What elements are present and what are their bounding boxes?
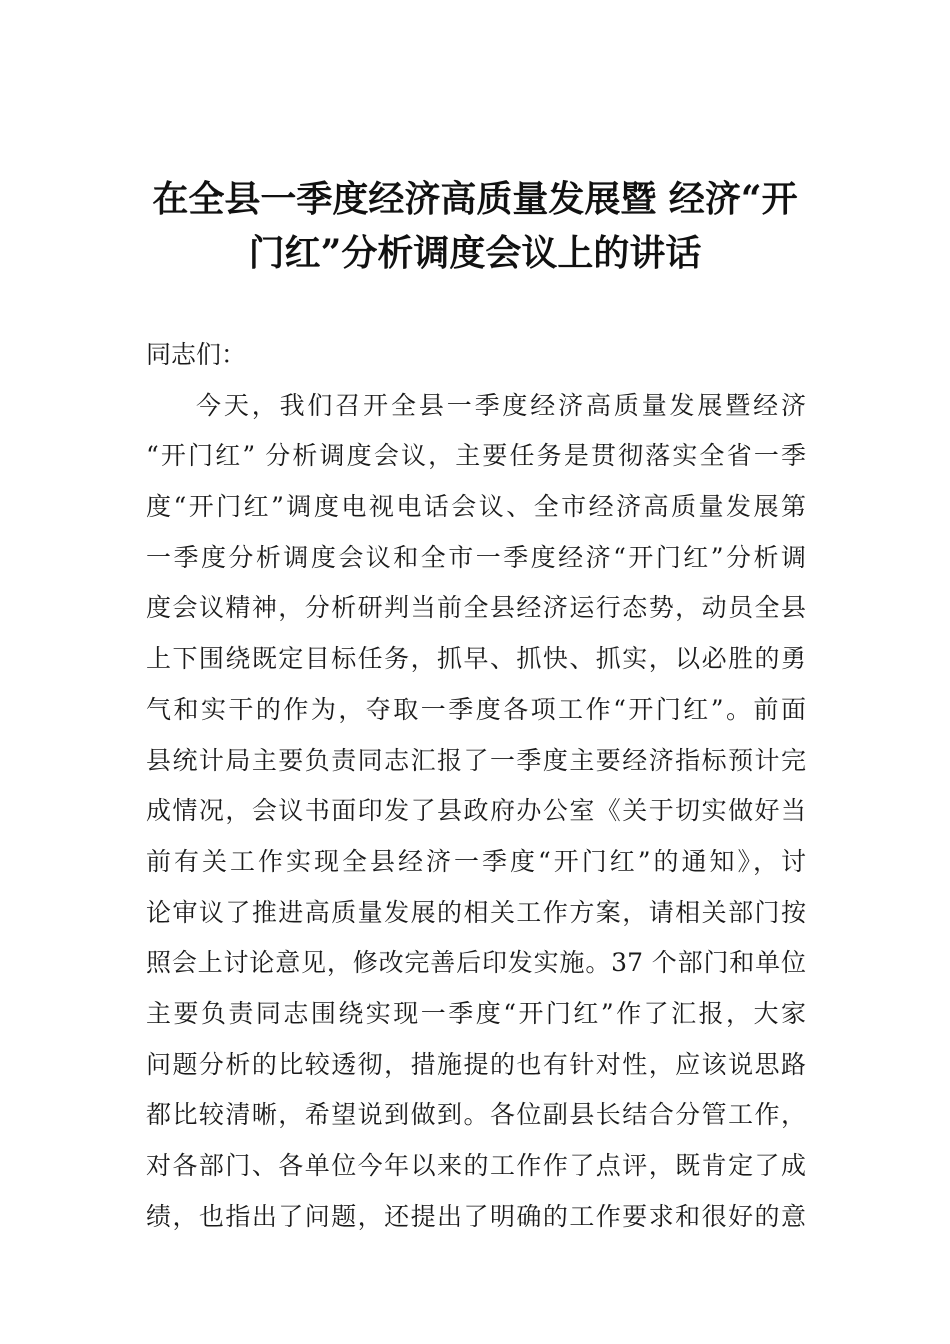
paragraph-line: 问题分析的比较透彻，措施提的也有针对性，应该说思路: [146, 1049, 806, 1079]
paragraph-line: 前有关工作实现全县经济一季度“开门红”的通知》，讨: [146, 846, 806, 876]
salutation: 同志们：: [146, 340, 247, 369]
paragraph-line: 县统计局主要负责同志汇报了一季度主要经济指标预计完: [146, 745, 806, 775]
title-line-1: 在全县一季度经济高质量发展暨 经济“开: [152, 178, 798, 220]
paragraph-line: 照会上讨论意见，修改完善后印发实施。37 个部门和单位: [146, 948, 806, 978]
paragraph-line: 度“开门红”调度电视电话会议、全市经济高质量发展第: [146, 492, 806, 522]
paragraph-line: 一季度分析调度会议和全市一季度经济“开门红”分析调: [146, 542, 806, 572]
paragraph-line: 上下围绕既定目标任务，抓早、抓快、抓实，以必胜的勇: [146, 644, 806, 674]
paragraph-line: 成情况，会议书面印发了县政府办公室《关于切实做好当: [146, 796, 806, 826]
paragraph-line: 主要负责同志围绕实现一季度“开门红”作了汇报，大家: [146, 998, 806, 1028]
paragraph-line: 论审议了推进高质量发展的相关工作方案，请相关部门按: [146, 897, 806, 927]
paragraph-line: 绩，也指出了问题，还提出了明确的工作要求和很好的意: [146, 1201, 806, 1231]
title-line-2: 门红”分析调度会议上的讲话: [248, 232, 702, 274]
paragraph-line: 气和实干的作为，夺取一季度各项工作“开门红”。前面: [146, 694, 806, 724]
paragraph-line: “开门红” 分析调度会议，主要任务是贯彻落实全省一季: [146, 441, 806, 471]
paragraph-line: 今天，我们召开全县一季度经济高质量发展暨经济: [196, 390, 806, 420]
paragraph-line: 都比较清晰，希望说到做到。各位副县长结合分管工作，: [146, 1100, 806, 1130]
paragraph-line: 度会议精神，分析研判当前全县经济运行态势，动员全县: [146, 593, 806, 623]
document-title: [140, 172, 810, 280]
paragraph-line: 对各部门、各单位今年以来的工作作了点评，既肯定了成: [146, 1151, 806, 1180]
document-body: [146, 330, 806, 1242]
